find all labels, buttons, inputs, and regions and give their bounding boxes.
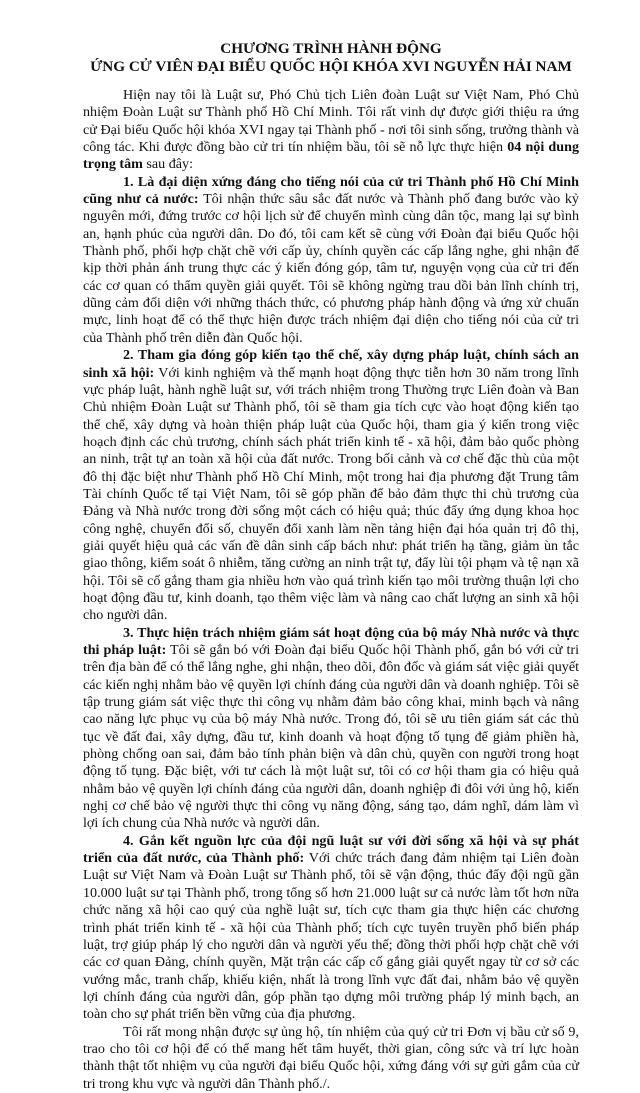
item-heading: 4. Gắn kết nguồn lực của đội ngũ luật sư với đời sống xã hội và sự phát triển của đất nước, của Thành phố: xyxy=(83,832,579,867)
closing-paragraph: Tôi rất mong nhận được sự ủng hộ, tín nhiệm của quý cử tri Đơn vị bầu cử số 9, trao cho tôi cơ hội để có thể mang hết tâm huyết, thời gian, công sức và trí lực hoàn thành thật tốt nhiệm vụ của người đại biểu Quốc hội, xứng đáng với sự gửi gắm của cử tri trong khu vực và người dân Thành phố./. xyxy=(83,1023,579,1092)
item-paragraph-3 xyxy=(83,625,579,833)
item-text: Tôi nhận thức sâu sắc đất nước và Thành phố đang bước vào kỷ nguyên mới, đứng trước cơ hội lịch sử để chuyển mình cùng dân tộc, mang lại sự bình an, hạnh phúc của người dân. Do đó, tôi cam kết sẽ cùng với Đoàn đại biểu Quốc hội Thành phố, phối hợp chặt chẽ với cấp ủy, chính quyền các cấp lắng nghe, ghi nhận để kịp thời phản ánh trung thực các ý kiến đóng góp, tâm tư, nguyện vọng của cử tri đến các cơ quan có thẩm quyền giải quyết. Tôi sẽ không ngừng trau dồi bản lĩnh chính trị, dũng cảm đối diện với những thách thức, có phương pháp hành động và ứng xử chuẩn mực, linh hoạt để có thể thực hiện được trách nhiệm đại diện cho tiếng nói của cử tri của Thành phố trên diễn đàn Quốc hội. xyxy=(83,191,579,346)
item-paragraph-2 xyxy=(83,347,579,625)
document-body xyxy=(83,87,579,1093)
title-line-1: CHƯƠNG TRÌNH HÀNH ĐỘNG xyxy=(220,40,442,57)
item-text: Tôi sẽ gắn bó với Đoàn đại biểu Quốc hội Thành phố, gắn bó với cử tri trên địa bàn để có thể lắng nghe, ghi nhận, theo dõi, đôn đốc và giám sát việc giải quyết các kiến nghị nhằm bảo vệ quyền lợi chính đáng của người dân và doanh nghiệp. Tôi sẽ tập trung giám sát việc thực thi công vụ nhằm đảm bảo công khai, minh bạch và nâng cao năng lực phục vụ của bộ máy Nhà nước. Trong đó, tôi sẽ ưu tiên giám sát các thủ tục về đất đai, xây dựng, đầu tư, kinh doanh và hoạt động tố tụng để giảm phiền hà, phòng chống oan sai, đảm bảo tính phản biện và dân chủ, quyền con người trong hoạt động tố tụng. Đặc biệt, với tư cách là một luật sư, tôi có cơ hội tham gia có hiệu quả nhằm bảo vệ quyền lợi chính đáng của người dân, doanh nghiệp đi đôi với ủng hộ, kiến nghị cơ chế bảo vệ người thực thi công vụ năng động, sáng tạo, dám nghĩ, dám làm vì lợi ích chung của Nhà nước và người dân. xyxy=(83,642,579,832)
title-line-2: ỨNG CỬ VIÊN ĐẠI BIỂU QUỐC HỘI KHÓA XVI NGUYỄN HẢI NAM xyxy=(90,57,572,75)
intro-paragraph xyxy=(83,87,579,174)
intro-text: Hiện nay tôi là Luật sư, Phó Chủ tịch Liên đoàn Luật sư Việt Nam, Phó Chủ nhiệm Đoàn Luật sư Thành phố Hồ Chí Minh. Tôi rất vinh dự được giới thiệu ra ứng cử Đại biểu Quốc hội khóa XVI ngay tại Thành phố - nơi tôi sinh sống, trưởng thành và công tác. Khi được đồng bào cử tri tín nhiệm bầu, tôi sẽ nỗ lực thực hiện xyxy=(83,87,579,156)
intro-bold: 04 nội dung trọng tâm xyxy=(83,139,579,173)
item-heading: 1. Là đại diện xứng đáng cho tiếng nói của cử tri Thành phố Hồ Chí Minh cũng như cả nước: xyxy=(83,173,579,208)
document-title xyxy=(83,40,579,75)
item-paragraph-1 xyxy=(83,174,579,347)
item-heading: 2. Tham gia đóng góp kiến tạo thể chế, xây dựng pháp luật, chính sách an sinh xã hội: xyxy=(83,347,579,381)
item-text: Với chức trách đang đảm nhiệm tại Liên đoàn Luật sư Việt Nam và Đoàn Luật sư Thành phố, tôi sẽ vận động, thúc đẩy đội ngũ gần 10.000 luật sư tại Thành phố, trong tổng số hơn 21.000 luật sư cả nước làm tốt hơn nữa chức năng xã hội cao quý của nghề luật sư, tích cực tham gia thực hiện các chương trình phát triển kinh tế - xã hội của Thành phố; tích cực tuyên truyền phổ biến pháp luật, trợ giúp pháp lý cho người dân và người yếu thế; đồng thời phối hợp chặt chẽ với các cơ quan Đảng, chính quyền, Mặt trận các cấp cố gắng giải quyết ngay từ cơ sở các vướng mắc, tranh chấp, khiếu kiện, nhất là trong lĩnh vực đất đai, nhằm bảo vệ quyền lợi chính đáng của người dân, góp phần tạo dựng môi trường pháp lý minh bạch, an toàn cho sự phát triển bền vững của địa phương. xyxy=(83,850,579,1023)
intro-text-end: sau đây: xyxy=(142,156,193,173)
document-page xyxy=(83,40,579,1093)
item-text: Với kinh nghiệm và thế mạnh hoạt động thực tiễn hơn 30 năm trong lĩnh vực pháp luật, hành nghề luật sư, với trách nhiệm trong Thường trực Liên đoàn và Ban Chủ nhiệm Đoàn Luật sư Thành phố, tôi sẽ tham gia tích cực vào hoạt động kiến tạo thể chế, xây dựng và hoàn thiện pháp luật của Quốc hội, tham gia ý kiến trong việc hoạch định các chủ trương, chính sách phát triển kinh tế - xã hội, đảm bảo quốc phòng an ninh, trật tự an toàn xã hội của đất nước. Trong bối cảnh và cơ chế đặc thù của một đô thị đặc biệt như Thành phố Hồ Chí Minh, một trong hai địa phương đặt Trung tâm Tài chính Quốc tế tại Việt Nam, tôi sẽ góp phần để bảo đảm thực thi chủ trương của Đảng và Nhà nước trong đời sống một cách có hiệu quả; thúc đẩy ứng dụng khoa học công nghệ, chuyển đổi số, chuyển đổi xanh làm nền tảng hiện đại hóa quản trị đô thị, giải quyết hiệu quả các vấn đề dân sinh cấp bách như: phát triển hạ tầng, giảm ùn tắc giao thông, kiểm soát ô nhiễm, tăng cường an ninh trật tự, đẩy lùi tội phạm và tệ nạn xã hội. Tôi sẽ cố gắng tham gia nhiều hơn vào quá trình kiến tạo môi trường thuận lợi cho hoạt động đầu tư, kinh doanh, tạo thêm việc làm và nâng cao chất lượng an sinh xã hội cho người dân. xyxy=(83,364,579,624)
item-paragraph-4 xyxy=(83,833,579,1024)
item-heading: 3. Thực hiện trách nhiệm giám sát hoạt động của bộ máy Nhà nước và thực thi pháp luật: xyxy=(83,624,579,658)
